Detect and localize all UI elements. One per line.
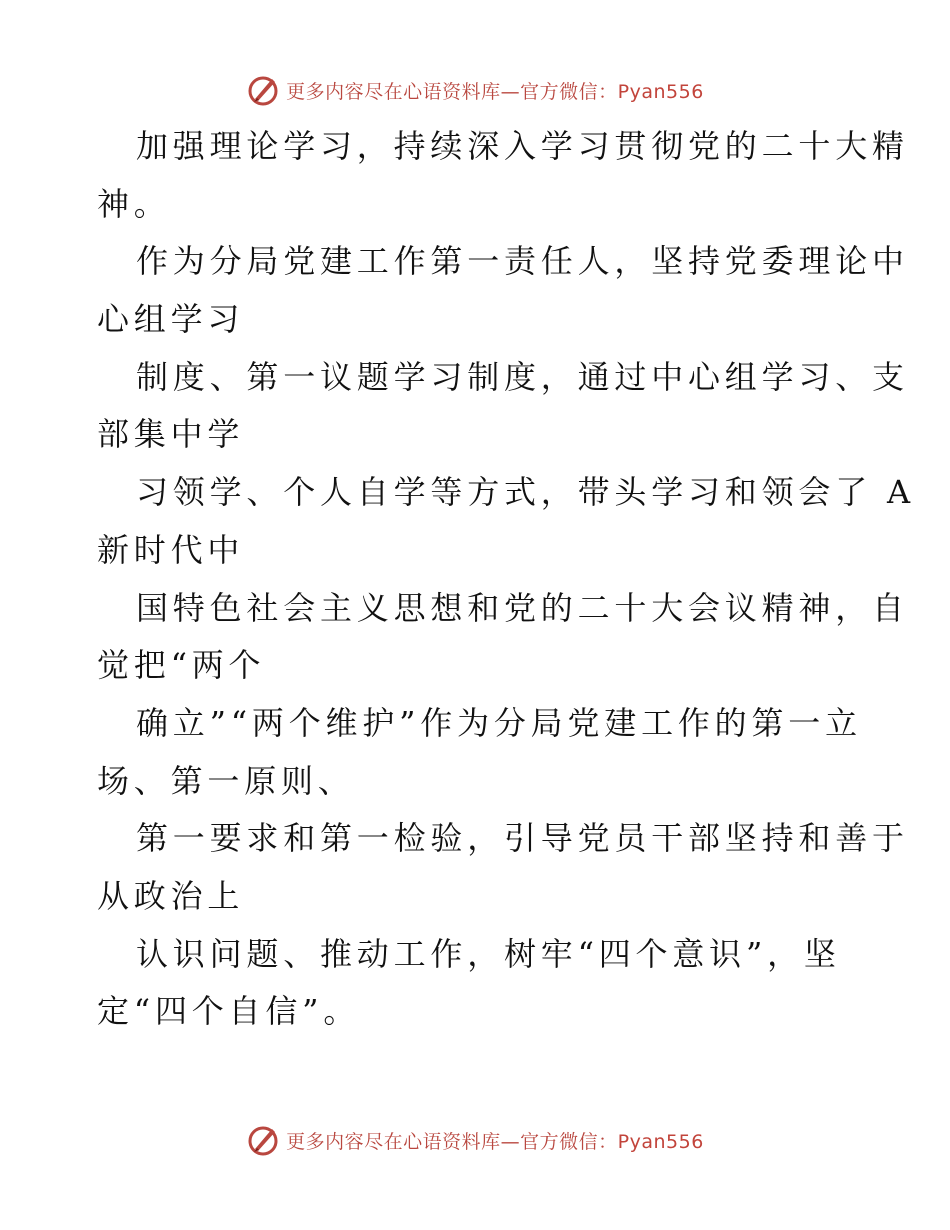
document-line: 确立”“两个维护”作为分局党建工作的第一立 xyxy=(136,703,862,742)
footer-watermark xyxy=(0,1120,950,1160)
header-watermark xyxy=(0,70,950,110)
quill-pen-logo-icon xyxy=(246,73,280,107)
document-line: 场、第一原则、 xyxy=(97,761,355,800)
document-body xyxy=(97,118,915,1041)
document-line: 从政治上 xyxy=(97,876,245,915)
document-line: 定“四个自信”。 xyxy=(97,992,361,1031)
document-line: 新时代中 xyxy=(97,530,245,569)
document-line: 心组学习 xyxy=(97,300,245,339)
document-line: 觉把“两个 xyxy=(97,646,266,685)
watermark-text: 更多内容尽在心语资料库—官方微信：Pyan556 xyxy=(286,1130,704,1153)
watermark-text: 更多内容尽在心语资料库—官方微信：Pyan556 xyxy=(286,80,704,103)
document-line: 加强理论学习，持续深入学习贯彻党的二十大精 xyxy=(136,127,909,165)
document-line: 部集中学 xyxy=(97,415,245,454)
document-line: 认识问题、推动工作，树牢“四个意识”，坚 xyxy=(136,934,841,973)
document-line: 第一要求和第一检验，引导党员干部坚持和善于 xyxy=(136,819,909,858)
document-line: 神。 xyxy=(97,184,171,223)
quill-pen-logo-icon xyxy=(246,1123,280,1157)
document-line: 制度、第一议题学习制度，通过中心组学习、支 xyxy=(136,357,909,396)
document-line: 国特色社会主义思想和党的二十大会议精神，自 xyxy=(136,588,909,627)
document-line: 作为分局党建工作第一责任人，坚持党委理论中 xyxy=(136,242,909,281)
document-line: 习领学、个人自学等方式，带头学习和领会了 A xyxy=(136,473,915,512)
